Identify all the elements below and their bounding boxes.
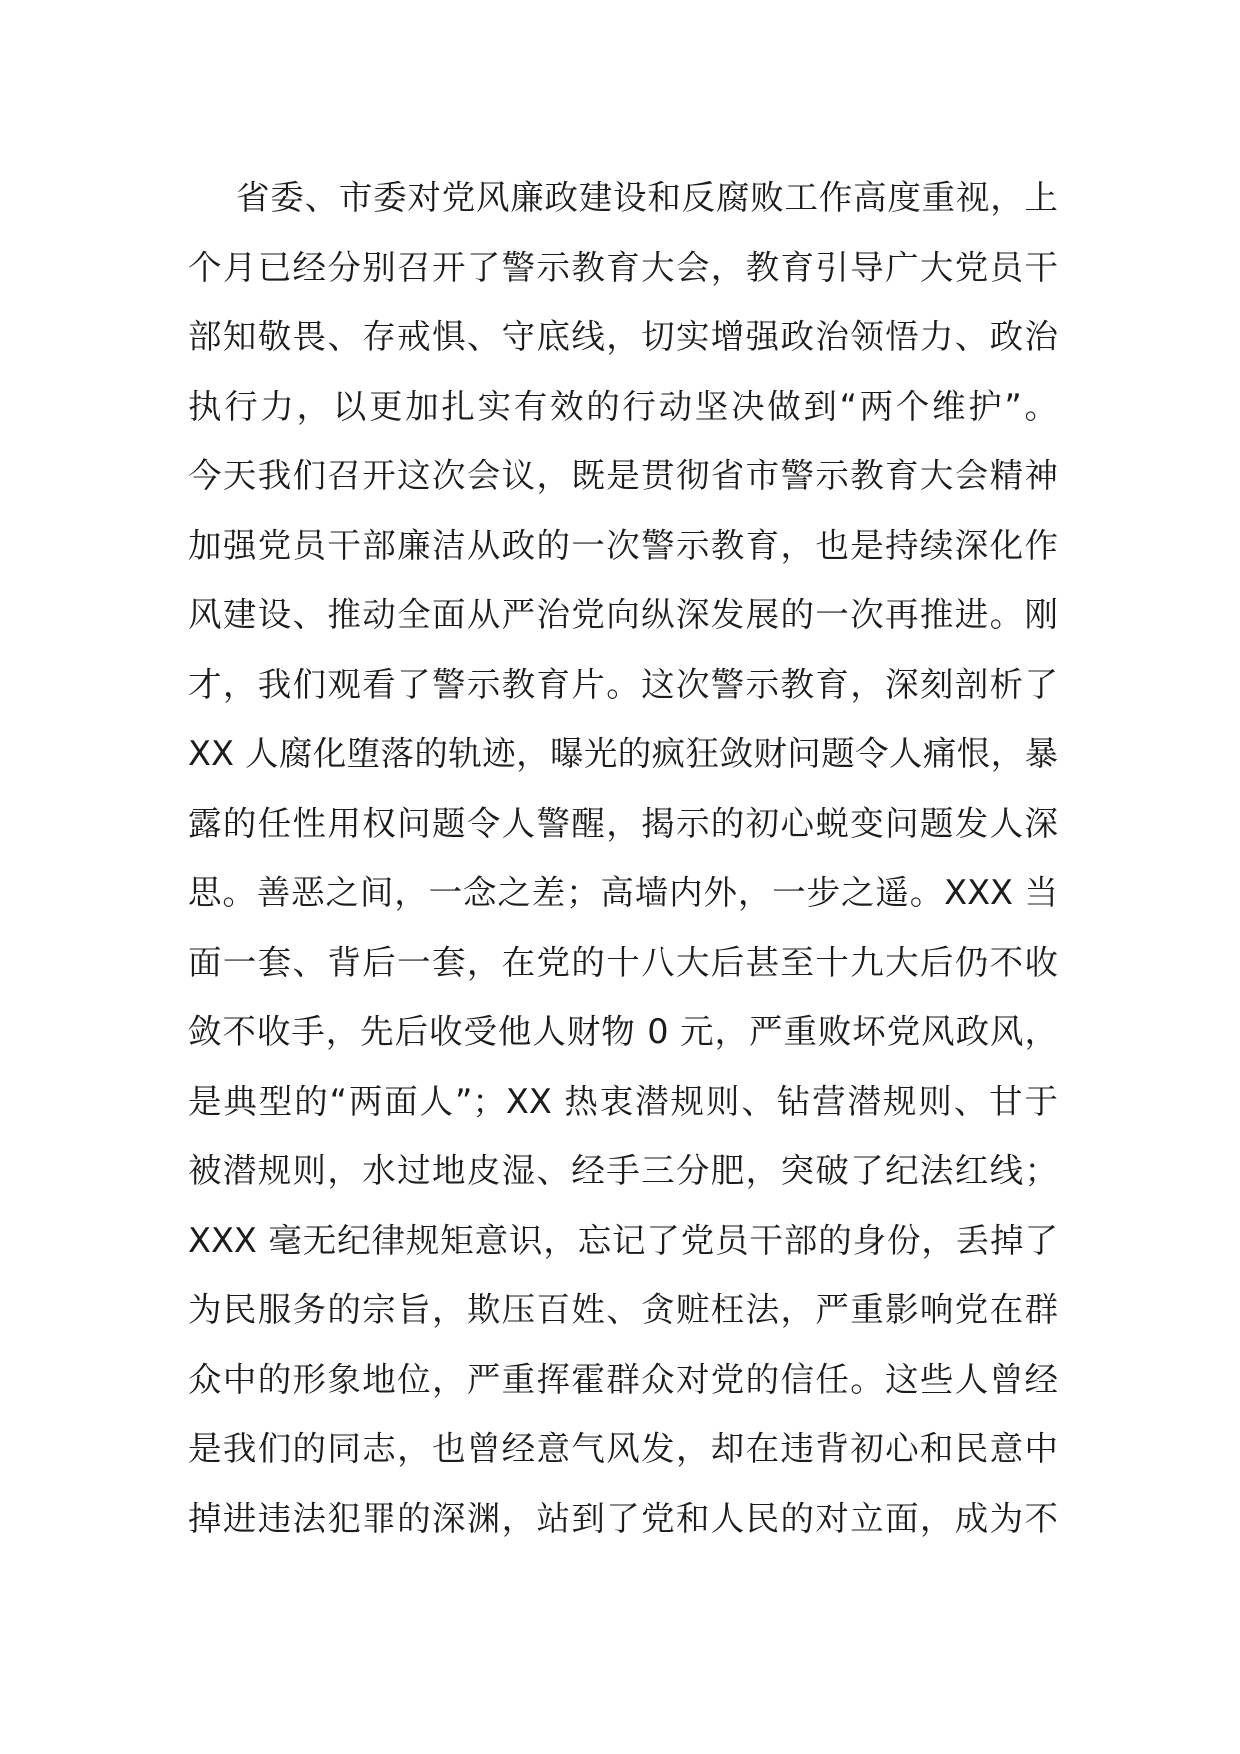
text-line: 被潜规则，水过地皮湿、经手三分肥，突破了纪法红线； <box>188 1151 1058 1190</box>
text-line: 面一套、背后一套，在党的十八大后甚至十九大后仍不收 <box>188 942 1058 982</box>
text-line: 众中的形象地位，严重挥霍群众对党的信任。这些人曾经 <box>188 1359 1058 1399</box>
paragraph <box>188 163 1058 1553</box>
text-line: 个月已经分别召开了警示教育大会，教育引导广大党员干 <box>188 247 1058 287</box>
text-line: 风建设、推动全面从严治党向纵深发展的一次再推进。刚 <box>188 595 1058 634</box>
text-line: XXX 毫无纪律规矩意识，忘记了党员干部的身份，丢掉了 <box>188 1220 1058 1260</box>
text-line: 掉进违法犯罪的深渊，站到了党和人民的对立面，成为不 <box>188 1498 1058 1538</box>
text-line: 为民服务的宗旨，欺压百姓、贪赃枉法，严重影响党在群 <box>188 1290 1058 1329</box>
text-line: XX 人腐化堕落的轨迹，曝光的疯狂敛财问题令人痛恨，暴 <box>188 734 1058 773</box>
text-line: 是我们的同志，也曾经意气风发，却在违背初心和民意中 <box>188 1429 1058 1468</box>
text-line: 部知敬畏、存戒惧、守底线，切实增强政治领悟力、政治 <box>188 317 1058 356</box>
text-line: 加强党员干部廉洁从政的一次警示教育，也是持续深化作 <box>188 525 1058 565</box>
text-line: 执行力，以更加扎实有效的行动坚决做到“两个维护”。 <box>188 386 1058 426</box>
text-line: 才，我们观看了警示教育片。这次警示教育，深刻剖析了 <box>188 664 1058 704</box>
text-line: 是典型的“两面人”；XX 热衷潜规则、钻营潜规则、甘于 <box>188 1081 1058 1121</box>
text-line: 敛不收手，先后收受他人财物 0 元，严重败坏党风政风， <box>188 1012 1058 1051</box>
text-line: 省委、市委对党风廉政建设和反腐败工作高度重视，上 <box>236 178 1058 217</box>
text-line: 露的任性用权问题令人警醒，揭示的初心蜕变问题发人深 <box>188 803 1058 843</box>
text-line: 今天我们召开这次会议，既是贯彻省市警示教育大会精神 <box>188 456 1058 495</box>
text-line: 思。善恶之间，一念之差；高墙内外，一步之遥。XXX 当 <box>188 873 1058 912</box>
